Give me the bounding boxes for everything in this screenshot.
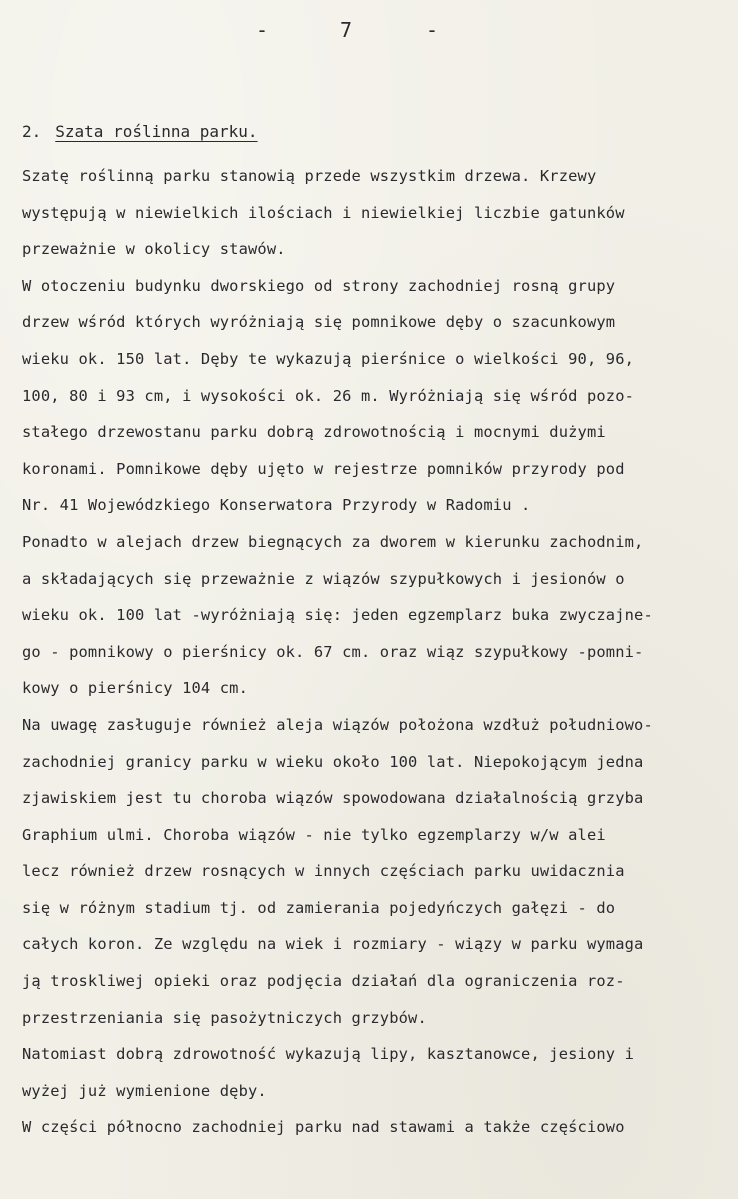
text-line: występują w niewielkich ilościach i niewielkiej liczbie gatunków (22, 203, 625, 222)
text-line: koronami. Pomnikowe dęby ujęto w rejestrze pomników przyrody pod (22, 459, 625, 478)
text-line: Nr. 41 Wojewódzkiego Konserwatora Przyrody w Radomiu . (22, 496, 531, 515)
page-number: 7 (340, 18, 353, 42)
section-title: Szata roślinna parku. (55, 122, 258, 141)
text-line: 100, 80 i 93 cm, i wysokości ok. 26 m. Wyróżniają się wśród pozo- (22, 386, 635, 405)
text-line: stałego drzewostanu parku dobrą zdrowotnością i mocnymi dużymi (22, 423, 606, 442)
text-line: wieku ok. 100 lat -wyróżniają się: jeden egzemplarz buka zwyczajne- (22, 606, 653, 625)
text-line: Ponadto w alejach drzew biegnących za dworem w kierunku zachodnim, (22, 532, 644, 551)
text-line: Graphium ulmi. Choroba wiązów - nie tylko egzemplarzy w/w alei (22, 825, 606, 844)
text-line: drzew wśród których wyróżniają się pomnikowe dęby o szacunkowym (22, 313, 616, 332)
text-line: W otoczeniu budynku dworskiego od strony zachodniej rosną grupy (22, 276, 616, 295)
text-line: ją troskliwej opieki oraz podjęcia działań dla ograniczenia roz- (22, 972, 625, 991)
section-number: 2. (22, 122, 42, 141)
text-line: zachodniej granicy parku w wieku około 100 lat. Niepokojącym jedna (22, 752, 644, 771)
text-line: W części północno zachodniej parku nad stawami a także częściowo (22, 1118, 625, 1137)
text-line: a składających się przeważnie z wiązów szypułkowych i jesionów o (22, 569, 625, 588)
text-line: całych koron. Ze względu na wiek i rozmiary - wiązy w parku wymaga (22, 935, 644, 954)
text-line: się w różnym stadium tj. od zamierania pojedyńczych gałęzi - do (22, 898, 616, 917)
text-line: wyżej już wymienione dęby. (22, 1081, 267, 1100)
text-line: kowy o pierśnicy 104 cm. (22, 679, 248, 698)
section-heading (22, 122, 258, 141)
text-line: przeważnie w okolicy stawów. (22, 240, 286, 259)
header-dash-left: - (256, 18, 269, 42)
text-line: Szatę roślinną parku stanowią przede wszystkim drzewa. Krzewy (22, 167, 597, 185)
text-line: wieku ok. 150 lat. Dęby te wykazują pierśnice o wielkości 90, 96, (22, 349, 635, 368)
text-line: Natomiast dobrą zdrowotność wykazują lipy, kasztanowce, jesiony i (22, 1045, 635, 1064)
text-line: przestrzeniania się pasożytniczych grzybów. (22, 1008, 427, 1027)
page-header (0, 18, 738, 46)
body-text (22, 165, 722, 1153)
text-line: Na uwagę zasługuje również aleja wiązów położona wzdłuż południowo- (22, 715, 653, 734)
header-dash-right: - (426, 18, 439, 42)
text-line: lecz również drzew rosnących w innych częściach parku uwidacznia (22, 862, 625, 881)
text-line: zjawiskiem jest tu choroba wiązów spowodowana działalnością grzyba (22, 789, 644, 808)
text-line: go - pomnikowy o pierśnicy ok. 67 cm. oraz wiąz szypułkowy -pomni- (22, 642, 644, 661)
